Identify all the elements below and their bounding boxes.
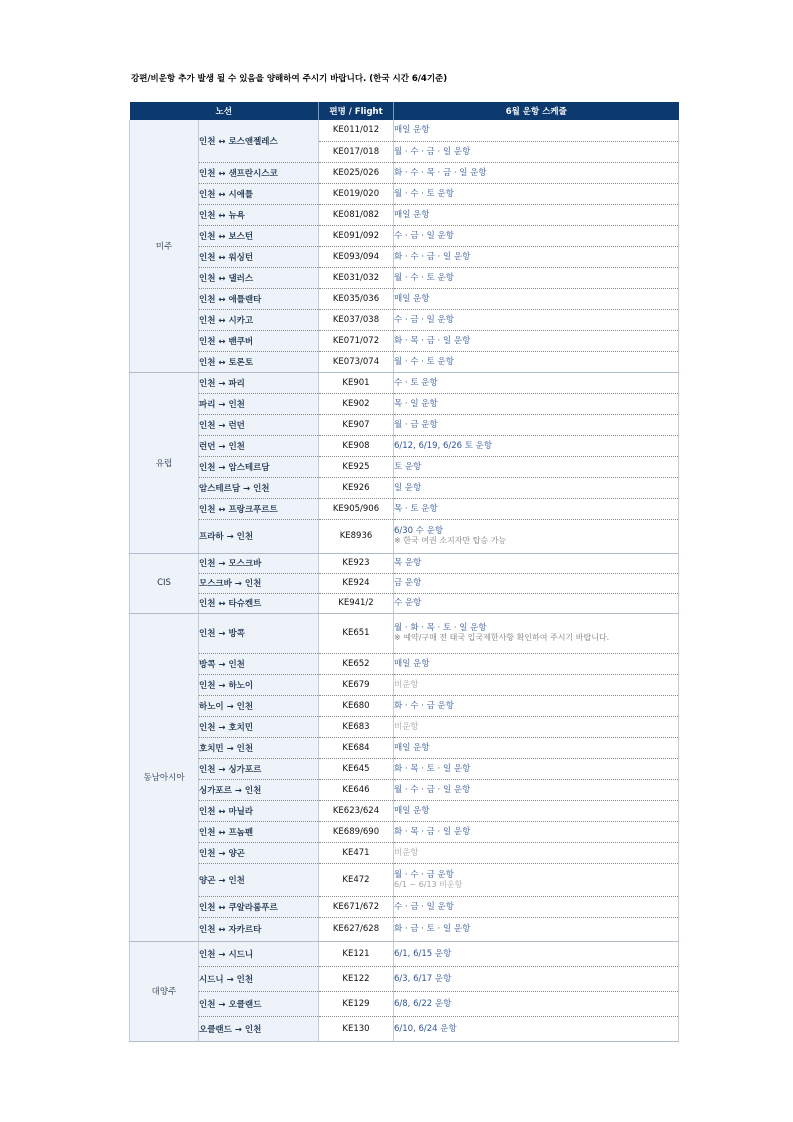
table-row <box>130 674 679 695</box>
schedule-cell <box>394 695 679 716</box>
schedule-text: 비운항 <box>394 721 419 732</box>
route-cell: 인천 → 방콕 <box>199 613 319 653</box>
route-cell: 인천 ↔ 토론토 <box>199 351 319 372</box>
table-row <box>130 779 679 800</box>
table-row <box>130 800 679 821</box>
flight-cell: KE680 <box>319 695 394 716</box>
flight-cell: KE031/032 <box>319 267 394 288</box>
table-row <box>130 758 679 779</box>
table-row <box>130 267 679 288</box>
route-cell: 인천 → 하노이 <box>199 674 319 695</box>
schedule-cell <box>394 309 679 330</box>
table-row <box>130 393 679 414</box>
route-cell: 오클랜드 → 인천 <box>199 1016 319 1041</box>
table-row <box>130 863 679 896</box>
table-row <box>130 737 679 758</box>
schedule-note: ※ 한국 여권 소지자만 탑승 가능 <box>394 536 507 545</box>
schedule-text: 6/1, 6/15 운항 <box>394 948 452 959</box>
schedule-text: 월 · 수 · 금 운항 <box>394 869 454 880</box>
schedule-table <box>129 102 679 1042</box>
schedule-text: 수 · 토 운항 <box>394 377 438 388</box>
flight-cell: KE902 <box>319 393 394 414</box>
schedule-text: 화 · 금 · 토 · 일 운항 <box>394 924 471 934</box>
route-cell: 인천 ↔ 프놈펜 <box>199 821 319 842</box>
schedule-cell <box>394 779 679 800</box>
table-body <box>130 120 679 1041</box>
flight-cell: KE923 <box>319 553 394 573</box>
route-cell: 인천 → 파리 <box>199 372 319 393</box>
schedule-text: 매일 운항 <box>394 742 430 753</box>
table-row <box>130 435 679 456</box>
notice-text: 강편/비운항 추가 발생 될 수 있음을 양해하여 주시기 바랍니다. (한국 시간 6/4기준) <box>131 74 448 84</box>
table-row <box>130 456 679 477</box>
flight-cell: KE122 <box>319 966 394 991</box>
schedule-text: 목 운항 <box>394 558 422 568</box>
schedule-cell <box>394 456 679 477</box>
route-cell: 파리 → 인천 <box>199 393 319 414</box>
schedule-cell <box>394 435 679 456</box>
flight-cell: KE129 <box>319 991 394 1016</box>
schedule-cell <box>394 288 679 309</box>
region-cell: 대양주 <box>130 941 199 1041</box>
schedule-text: 월 · 금 운항 <box>394 419 438 430</box>
flight-cell: KE025/026 <box>319 162 394 183</box>
table-row <box>130 498 679 519</box>
table-row <box>130 477 679 498</box>
flight-cell: KE623/624 <box>319 800 394 821</box>
table-row <box>130 941 679 966</box>
schedule-cell <box>394 991 679 1016</box>
table-row <box>130 372 679 393</box>
schedule-text: 수 · 금 · 일 운항 <box>394 314 454 325</box>
table-row <box>130 653 679 674</box>
schedule-cell <box>394 225 679 246</box>
region-cell: 미주 <box>130 120 199 372</box>
schedule-cell <box>394 821 679 842</box>
route-cell: 인천 → 싱가포르 <box>199 758 319 779</box>
flight-cell: KE037/038 <box>319 309 394 330</box>
route-cell: 인천 ↔ 밴쿠버 <box>199 330 319 351</box>
table-header-row <box>130 102 679 120</box>
schedule-text: 월 · 수 · 금 · 일 운항 <box>394 146 471 157</box>
route-cell: 런던 → 인천 <box>199 435 319 456</box>
table-row <box>130 991 679 1016</box>
route-cell: 인천 → 오클랜드 <box>199 991 319 1016</box>
schedule-cell <box>394 141 679 162</box>
schedule-cell <box>394 351 679 372</box>
schedule-text: 매일 운항 <box>394 209 430 220</box>
route-cell: 인천 → 호치민 <box>199 716 319 737</box>
route-cell: 암스테르담 → 인천 <box>199 477 319 498</box>
schedule-cell <box>394 573 679 593</box>
schedule-text: 화 · 목 · 금 · 일 운항 <box>394 826 471 837</box>
schedule-text: 수 · 금 · 일 운항 <box>394 901 454 912</box>
table-row <box>130 183 679 204</box>
flight-cell: KE683 <box>319 716 394 737</box>
schedule-cell <box>394 896 679 917</box>
flight-cell: KE017/018 <box>319 141 394 162</box>
table-row <box>130 414 679 435</box>
schedule-cell <box>394 267 679 288</box>
flight-cell: KE093/094 <box>319 246 394 267</box>
schedule-cell <box>394 800 679 821</box>
route-cell: 하노이 → 인천 <box>199 695 319 716</box>
schedule-text: 매일 운항 <box>394 125 430 136</box>
flight-cell: KE671/672 <box>319 896 394 917</box>
schedule-text: 6/8, 6/22 운항 <box>394 998 452 1009</box>
route-cell: 모스크바 → 인천 <box>199 573 319 593</box>
schedule-cell <box>394 758 679 779</box>
schedule-text: 토 운항 <box>394 461 422 472</box>
schedule-text: 금 운항 <box>394 578 422 588</box>
route-cell: 인천 ↔ 로스앤젤레스 <box>199 120 319 162</box>
route-cell: 인천 → 양곤 <box>199 842 319 863</box>
route-cell: 인천 ↔ 자카르타 <box>199 917 319 941</box>
schedule-cell <box>394 716 679 737</box>
schedule-text: 월 · 화 · 목 · 토 · 일 운항 <box>394 623 487 633</box>
schedule-cell <box>394 842 679 863</box>
flight-cell: KE926 <box>319 477 394 498</box>
flight-cell: KE645 <box>319 758 394 779</box>
flight-cell: KE907 <box>319 414 394 435</box>
schedule-text: 일 운항 <box>394 482 422 493</box>
schedule-text: 6/12, 6/19, 6/26 토 운항 <box>394 440 493 451</box>
table-row <box>130 966 679 991</box>
schedule-note: 6/1 ~ 6/13 비운항 <box>394 879 463 889</box>
table-row <box>130 613 679 653</box>
schedule-cell <box>394 553 679 573</box>
schedule-cell <box>394 966 679 991</box>
route-cell: 인천 ↔ 마닐라 <box>199 800 319 821</box>
flight-cell: KE121 <box>319 941 394 966</box>
header-flight: 편명 / Flight <box>319 102 394 120</box>
route-cell: 인천 → 시드니 <box>199 941 319 966</box>
flight-cell: KE035/036 <box>319 288 394 309</box>
schedule-cell <box>394 613 679 653</box>
route-cell: 양곤 → 인천 <box>199 863 319 896</box>
flight-cell: KE679 <box>319 674 394 695</box>
route-cell: 인천 ↔ 타슈켄트 <box>199 593 319 613</box>
schedule-cell <box>394 737 679 758</box>
flight-cell: KE689/690 <box>319 821 394 842</box>
table-row <box>130 162 679 183</box>
schedule-cell <box>394 519 679 553</box>
schedule-cell <box>394 498 679 519</box>
route-cell: 방콕 → 인천 <box>199 653 319 674</box>
flight-cell: KE941/2 <box>319 593 394 613</box>
table-row <box>130 821 679 842</box>
table-row <box>130 917 679 941</box>
flight-cell: KE652 <box>319 653 394 674</box>
header-schedule: 6월 운항 스케줄 <box>394 102 679 120</box>
flight-cell: KE472 <box>319 863 394 896</box>
schedule-cell <box>394 414 679 435</box>
schedule-text: 화 · 목 · 토 · 일 운항 <box>394 763 471 774</box>
schedule-text: 월 · 수 · 금 · 일 운항 <box>394 784 471 795</box>
schedule-cell <box>394 246 679 267</box>
flight-cell: KE651 <box>319 613 394 653</box>
table-row <box>130 695 679 716</box>
route-cell: 싱가포르 → 인천 <box>199 779 319 800</box>
schedule-cell <box>394 393 679 414</box>
schedule-text: 비운항 <box>394 679 419 690</box>
route-cell: 시드니 → 인천 <box>199 966 319 991</box>
schedule-text: 화 · 목 · 금 · 일 운항 <box>394 335 471 346</box>
schedule-cell <box>394 674 679 695</box>
flight-cell: KE071/072 <box>319 330 394 351</box>
flight-cell: KE924 <box>319 573 394 593</box>
table-row <box>130 896 679 917</box>
route-cell: 인천 → 런던 <box>199 414 319 435</box>
schedule-cell <box>394 162 679 183</box>
schedule-text: 6/30 수 운항 <box>394 526 444 536</box>
schedule-cell <box>394 593 679 613</box>
schedule-text: 수 · 금 · 일 운항 <box>394 230 454 241</box>
schedule-text: 매일 운항 <box>394 658 430 669</box>
schedule-cell <box>394 653 679 674</box>
schedule-cell <box>394 120 679 141</box>
table-row <box>130 553 679 573</box>
schedule-text: 6/3, 6/17 운항 <box>394 973 452 984</box>
flight-cell: KE684 <box>319 737 394 758</box>
flight-cell: KE130 <box>319 1016 394 1041</box>
flight-cell: KE908 <box>319 435 394 456</box>
schedule-text: 수 운항 <box>394 598 422 608</box>
route-cell: 인천 → 모스크바 <box>199 553 319 573</box>
region-cell: 동남아시아 <box>130 613 199 941</box>
schedule-text: 화 · 수 · 금 운항 <box>394 700 454 711</box>
route-cell: 인천 ↔ 애틀랜타 <box>199 288 319 309</box>
table-row <box>130 204 679 225</box>
schedule-text: 6/10, 6/24 운항 <box>394 1023 457 1034</box>
table-row <box>130 519 679 553</box>
route-cell: 인천 ↔ 쿠알라룸푸르 <box>199 896 319 917</box>
schedule-cell <box>394 330 679 351</box>
flight-cell: KE471 <box>319 842 394 863</box>
route-cell: 호치민 → 인천 <box>199 737 319 758</box>
region-cell: CIS <box>130 553 199 613</box>
route-cell: 인천 ↔ 시애틀 <box>199 183 319 204</box>
table-row <box>130 842 679 863</box>
route-cell: 인천 ↔ 보스턴 <box>199 225 319 246</box>
route-cell: 인천 ↔ 워싱턴 <box>199 246 319 267</box>
table-row <box>130 330 679 351</box>
flight-cell: KE8936 <box>319 519 394 553</box>
schedule-cell <box>394 941 679 966</box>
route-cell: 인천 ↔ 시카고 <box>199 309 319 330</box>
flight-cell: KE627/628 <box>319 917 394 941</box>
schedule-text: 매일 운항 <box>394 293 430 304</box>
schedule-cell <box>394 917 679 941</box>
flight-cell: KE081/082 <box>319 204 394 225</box>
table-row <box>130 593 679 613</box>
schedule-text: 월 · 수 · 토 운항 <box>394 272 454 283</box>
schedule-cell <box>394 183 679 204</box>
schedule-cell <box>394 204 679 225</box>
route-cell: 인천 ↔ 댈러스 <box>199 267 319 288</box>
route-cell: 프라하 → 인천 <box>199 519 319 553</box>
schedule-cell <box>394 863 679 896</box>
flight-cell: KE901 <box>319 372 394 393</box>
table-row <box>130 120 679 141</box>
schedule-note: ※ 예약/구매 전 태국 입국제한사항 확인하여 주시기 바랍니다. <box>394 633 610 642</box>
header-route: 노선 <box>130 102 319 120</box>
schedule-text: 화 · 수 · 금 · 일 운항 <box>394 251 471 262</box>
flight-cell: KE091/092 <box>319 225 394 246</box>
schedule-text: 비운항 <box>394 847 419 858</box>
schedule-cell <box>394 372 679 393</box>
table-row <box>130 573 679 593</box>
flight-cell: KE019/020 <box>319 183 394 204</box>
flight-cell: KE646 <box>319 779 394 800</box>
route-cell: 인천 ↔ 뉴욕 <box>199 204 319 225</box>
table-row <box>130 716 679 737</box>
schedule-cell <box>394 477 679 498</box>
schedule-text: 목 · 일 운항 <box>394 398 438 409</box>
table-row <box>130 1016 679 1041</box>
route-cell: 인천 → 암스테르담 <box>199 456 319 477</box>
table-row <box>130 288 679 309</box>
flight-cell: KE011/012 <box>319 120 394 141</box>
schedule-text: 매일 운항 <box>394 805 430 816</box>
region-cell: 유럽 <box>130 372 199 553</box>
table-row <box>130 246 679 267</box>
schedule-cell <box>394 1016 679 1041</box>
table-row <box>130 351 679 372</box>
route-cell: 인천 ↔ 프랑크푸르트 <box>199 498 319 519</box>
flight-cell: KE905/906 <box>319 498 394 519</box>
schedule-text: 목 · 토 운항 <box>394 503 438 514</box>
schedule-text: 월 · 수 · 토 운항 <box>394 356 454 367</box>
route-cell: 인천 ↔ 샌프란시스코 <box>199 162 319 183</box>
table-row <box>130 225 679 246</box>
flight-cell: KE925 <box>319 456 394 477</box>
flight-cell: KE073/074 <box>319 351 394 372</box>
schedule-text: 화 · 수 · 목 · 금 · 일 운항 <box>394 167 487 178</box>
schedule-text: 월 · 수 · 토 운항 <box>394 188 454 199</box>
table-row <box>130 309 679 330</box>
